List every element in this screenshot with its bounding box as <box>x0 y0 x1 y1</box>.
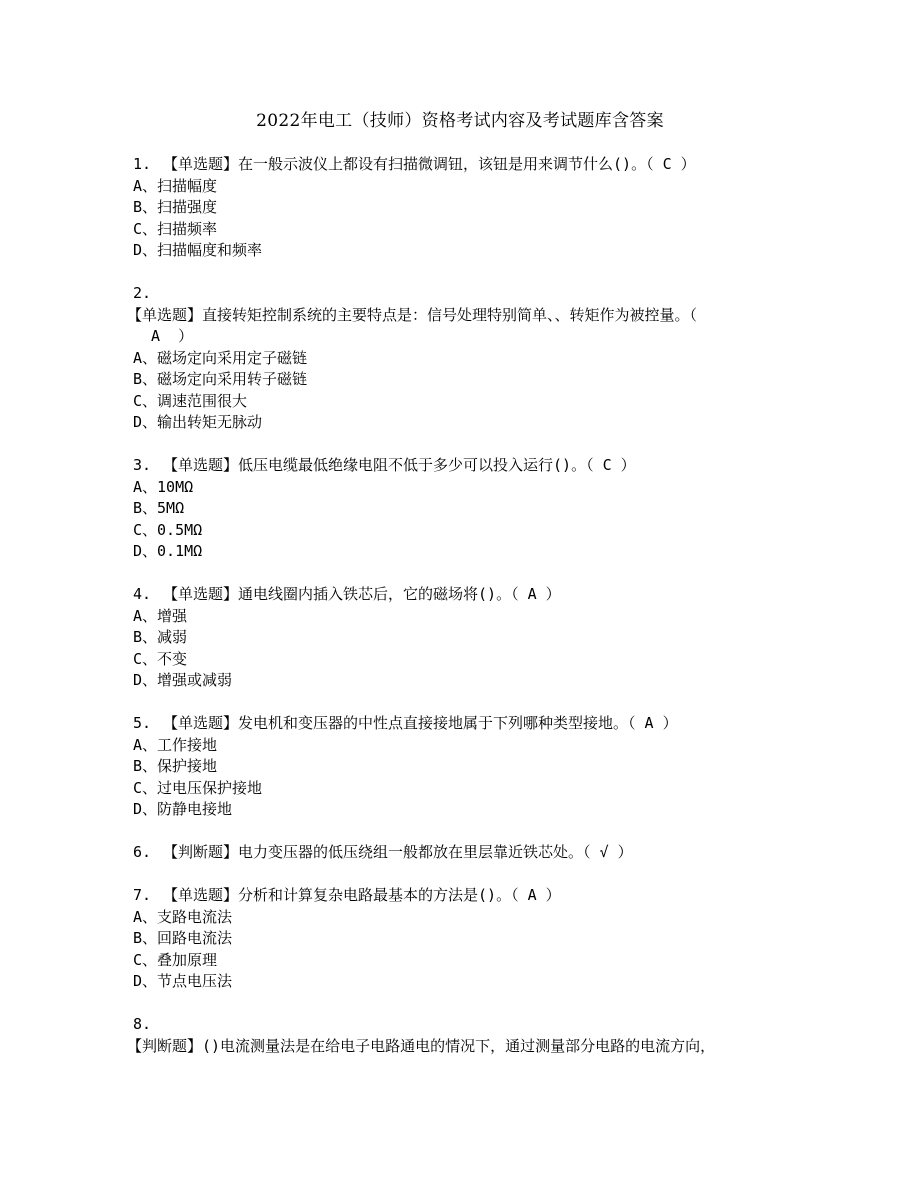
question-number: 7. <box>133 886 152 904</box>
question-list <box>127 154 793 1079</box>
option-c: C、调速范围很大 <box>133 391 248 410</box>
question-3 <box>133 455 793 563</box>
option-a: A、磁场定向采用定子磁链 <box>133 348 308 367</box>
option-b: B、扫描强度 <box>133 198 218 216</box>
option-d: D、0.1MΩ <box>133 542 203 560</box>
option-a: A、工作接地 <box>133 735 218 754</box>
question-stem: 【单选题】分析和计算复杂电路最基本的方法是()。（ A ） <box>163 886 561 904</box>
option-d: D、输出转矩无脉动 <box>133 413 263 431</box>
option-d: D、节点电压法 <box>133 972 233 990</box>
question-number: 3. <box>133 456 152 474</box>
question-number: 2. <box>133 284 152 302</box>
question-number: 4. <box>133 585 152 603</box>
option-b: B、磁场定向采用转子磁链 <box>133 370 308 388</box>
question-answer: A ） <box>133 327 194 345</box>
option-c: C、过电压保护接地 <box>133 778 263 797</box>
option-c: C、不变 <box>133 649 188 668</box>
question-4 <box>133 584 793 692</box>
question-number: 8. <box>133 1015 152 1033</box>
option-d: D、防静电接地 <box>133 800 233 818</box>
option-d: D、增强或减弱 <box>133 671 233 689</box>
option-a: A、支路电流法 <box>133 907 233 926</box>
option-b: B、减弱 <box>133 628 188 646</box>
option-b: B、保护接地 <box>133 757 218 775</box>
question-number: 5. <box>133 714 152 732</box>
option-a: A、10MΩ <box>133 477 194 496</box>
option-b: B、5MΩ <box>133 499 185 517</box>
question-number: 1. <box>133 155 152 173</box>
question-stem: 【单选题】低压电缆最低绝缘电阻不低于多少可以投入运行()。（ C ） <box>163 456 636 474</box>
question-5 <box>133 713 793 821</box>
question-2 <box>127 283 793 434</box>
document-title: 2022年电工（技师）资格考试内容及考试题库含答案 <box>256 111 664 131</box>
question-stem: 【单选题】在一般示波仪上都设有扫描微调钮，该钮是用来调节什么()。（ C ） <box>163 155 696 173</box>
question-6 <box>133 842 793 864</box>
question-stem: 【单选题】发电机和变压器的中性点直接接地属于下列哪种类型接地。（ A ） <box>163 714 678 732</box>
question-stem: 【判断题】电力变压器的低压绕组一般都放在里层靠近铁芯处。（ √ ） <box>163 843 633 861</box>
question-8 <box>127 1014 793 1057</box>
option-c: C、扫描频率 <box>133 219 218 238</box>
question-stem: 【单选题】通电线圈内插入铁芯后，它的磁场将()。（ A ） <box>163 585 561 603</box>
option-d: D、扫描幅度和频率 <box>133 241 263 259</box>
question-number: 6. <box>133 843 152 861</box>
option-a: A、增强 <box>133 606 188 625</box>
option-b: B、回路电流法 <box>133 929 233 947</box>
question-7 <box>133 885 793 993</box>
option-c: C、0.5MΩ <box>133 520 203 539</box>
option-c: C、叠加原理 <box>133 950 218 969</box>
option-a: A、扫描幅度 <box>133 176 218 195</box>
question-stem: 【判断题】()电流测量法是在给电子电路通电的情况下，通过测量部分电路的电流方向， <box>127 1036 716 1055</box>
question-stem: 【单选题】直接转矩控制系统的主要特点是：信号处理特别简单、、转矩作为被控量。（ <box>127 305 698 324</box>
question-1 <box>133 154 793 262</box>
